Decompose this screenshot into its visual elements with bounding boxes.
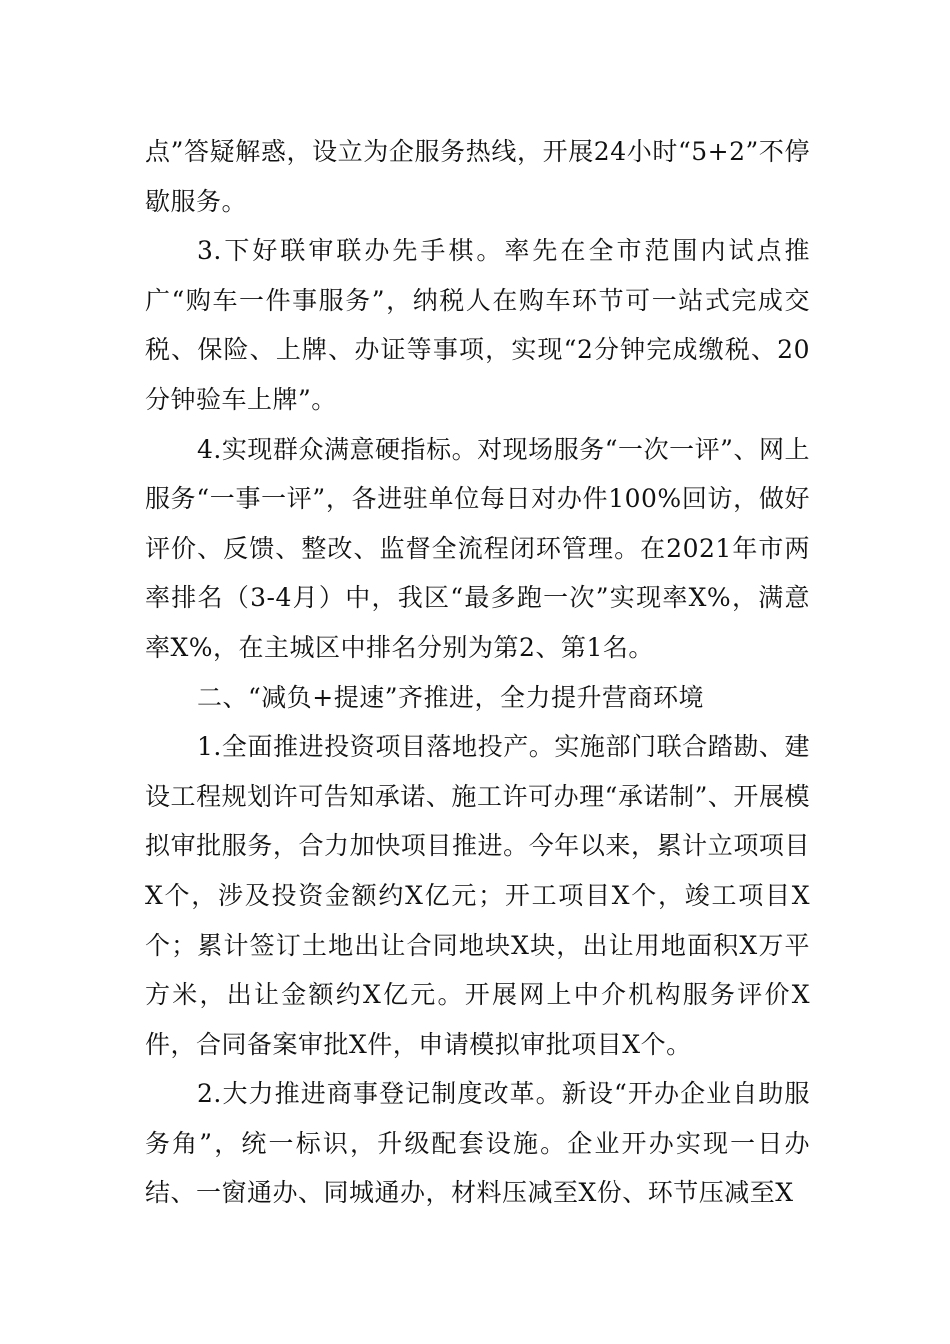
paragraph-section-2-item-1: 1.全面推进投资项目落地投产。实施部门联合踏勘、建设工程规划许可告知承诺、施工许可办理“承诺制”、开展模拟审批服务，合力加快项目推进。今年以来，累计立项项目X个，涉及投资金额约X亿元；开工项目X个，竣工项目X个；累计签订土地出让合同地块X块，出让用地面积X万平方米，出让金额约X亿元。开展网上中介机构服务评价X件，合同备案审批X件，申请模拟审批项目X个。: [145, 732, 810, 1059]
section-heading: 二、“减负+提速”齐推进，全力提升营商环境: [197, 682, 705, 712]
document-body: [145, 127, 810, 1218]
paragraph-item-3: 3.下好联审联办先手棋。率先在全市范围内试点推广“购车一件事服务”，纳税人在购车环节可一站式完成交税、保险、上牌、办证等事项，实现“2分钟完成缴税、20分钟验车上牌”。: [145, 236, 810, 414]
paragraph-item-4: 4.实现群众满意硬指标。对现场服务“一次一评”、网上服务“一事一评”，各进驻单位每日对办件100%回访，做好评价、反馈、整改、监督全流程闭环管理。在2021年市两率排名（3-4月）中，我区“最多跑一次”实现率X%，满意率X%，在主城区中排名分别为第2、第1名。: [145, 434, 810, 662]
paragraph-continuation: 点”答疑解惑，设立为企服务热线，开展24小时“5+2”不停歇服务。: [145, 137, 810, 216]
paragraph-section-2-item-2: 2.大力推进商事登记制度改革。新设“开办企业自助服务角”，统一标识，升级配套设施。企业开办实现一日办结、一窗通办、同城通办，材料压减至X份、环节压减至X: [145, 1079, 810, 1208]
